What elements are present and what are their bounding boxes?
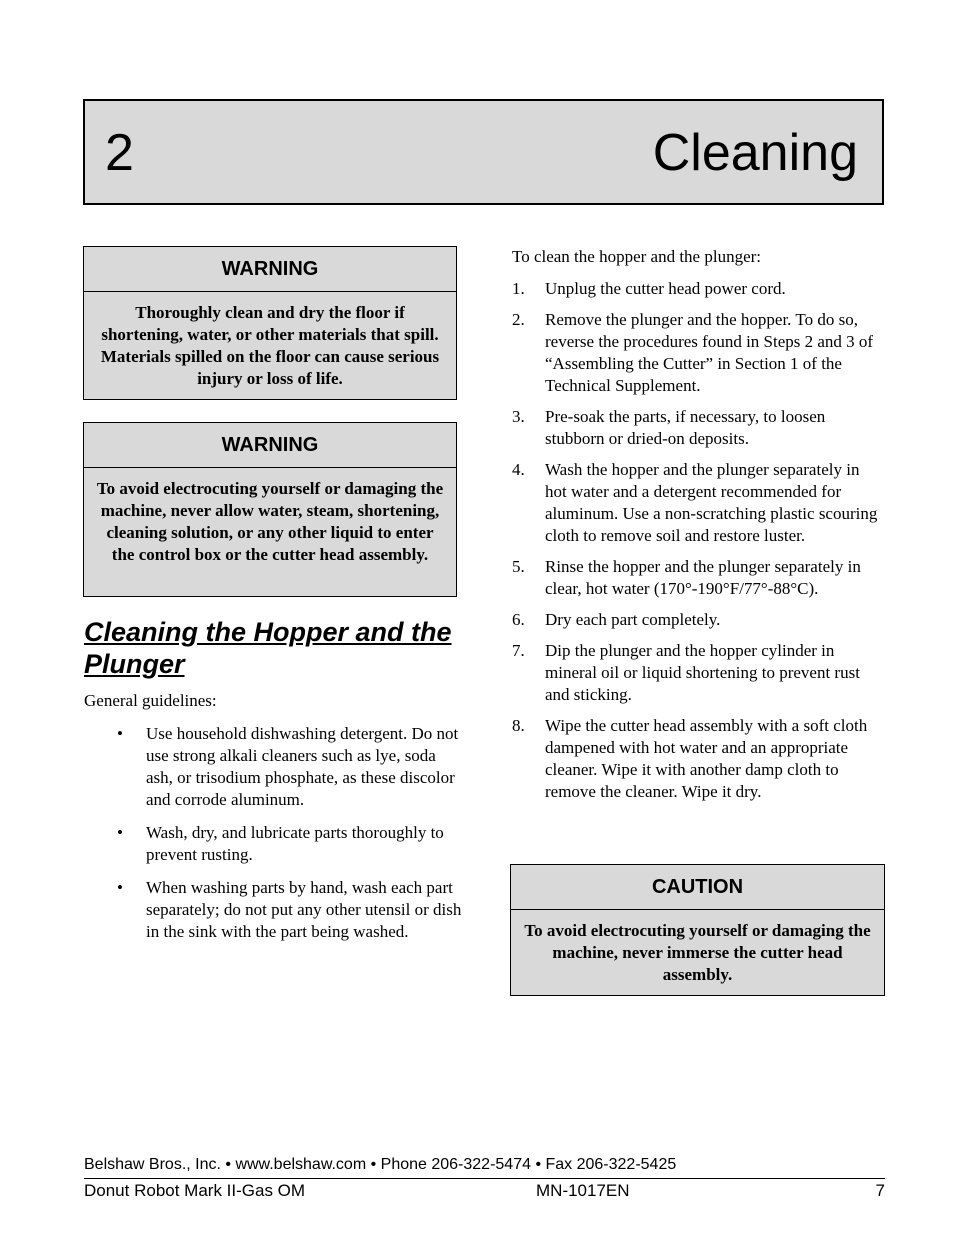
step-item xyxy=(512,556,882,600)
caution-text: To avoid electrocuting yourself or damaging the machine, never immerse the cutter head assembly. xyxy=(524,921,871,984)
step-text: Unplug the cutter head power cord. xyxy=(545,279,786,298)
list-item xyxy=(117,723,462,811)
list-item xyxy=(117,877,462,943)
warning-text: Thoroughly clean and dry the floor if shortening, water, or other materials that spill. Materials spilled on the floor can cause serious injury or loss of life. xyxy=(100,303,440,388)
step-number: 2. xyxy=(512,310,525,329)
section-heading: Cleaning the Hopper and the Plunger xyxy=(84,617,452,679)
step-number: 6. xyxy=(512,610,525,629)
caution-heading: CAUTION xyxy=(511,865,884,910)
warning-text: To avoid electrocuting yourself or damaging the machine, never allow water, steam, shortening, cleaning solution, or any other liquid to enter the control box or the cutter head assembly. xyxy=(96,479,444,564)
step-number: 4. xyxy=(512,460,525,479)
bullet-icon: • xyxy=(117,823,123,842)
step-item xyxy=(512,406,882,450)
step-text: Wipe the cutter head assembly with a soft cloth dampened with hot water and an appropriate cleaner. Wipe it with another damp cloth to remove the cleaner. Wipe it dry. xyxy=(545,716,868,801)
bullet-icon: • xyxy=(117,724,123,743)
caution-box xyxy=(510,864,885,996)
step-number: 8. xyxy=(512,716,525,735)
step-text: Rinse the hopper and the plunger separately in clear, hot water (170°-190°F/77°-88°C). xyxy=(545,557,861,598)
footer-doc-number: MN-1017EN xyxy=(536,1181,630,1200)
procedure-steps xyxy=(512,278,882,812)
chapter-number: 2 xyxy=(105,124,134,182)
step-item xyxy=(512,459,882,547)
procedure-intro: To clean the hopper and the plunger: xyxy=(512,247,761,266)
step-text: Wash the hopper and the plunger separately in hot water and a detergent recommended for aluminum. Use a non-scratching plastic scouring cloth to remove soil and restore luster. xyxy=(545,460,878,545)
step-text: Dry each part completely. xyxy=(545,610,721,629)
guidelines-list xyxy=(117,723,462,954)
step-number: 1. xyxy=(512,279,525,298)
step-text: Dip the plunger and the hopper cylinder in mineral oil or liquid shortening to prevent rust and sticking. xyxy=(545,641,860,704)
warning-box-floor xyxy=(83,246,457,400)
footer-divider xyxy=(84,1178,885,1179)
step-number: 3. xyxy=(512,407,525,426)
bullet-text: Use household dishwashing detergent. Do not use strong alkali cleaners such as lye, soda ash, or trisodium phosphate, as these discolor and corrode aluminum. xyxy=(146,724,459,809)
bullet-text: Wash, dry, and lubricate parts thoroughly to prevent rusting. xyxy=(146,823,444,864)
footer-contact: Belshaw Bros., Inc. • www.belshaw.com • Phone 206-322-5474 • Fax 206-322-5425 xyxy=(84,1156,677,1173)
warning-heading: WARNING xyxy=(84,247,456,292)
list-item xyxy=(117,822,462,866)
step-item xyxy=(512,609,882,631)
footer xyxy=(84,1180,885,1202)
step-item xyxy=(512,640,882,706)
guidelines-intro: General guidelines: xyxy=(84,691,217,710)
bullet-text: When washing parts by hand, wash each part separately; do not put any other utensil or dish in the sink with the part being washed. xyxy=(146,878,462,941)
step-number: 7. xyxy=(512,641,525,660)
step-item xyxy=(512,309,882,397)
chapter-title: Cleaning xyxy=(652,124,858,182)
warning-box-electrocution xyxy=(83,422,457,597)
page-number: 7 xyxy=(875,1181,885,1200)
chapter-header xyxy=(83,99,884,205)
footer-doc-title: Donut Robot Mark II-Gas OM xyxy=(84,1181,306,1200)
bullet-icon: • xyxy=(117,878,123,897)
step-item xyxy=(512,715,882,803)
step-item xyxy=(512,278,882,300)
step-text: Pre-soak the parts, if necessary, to loosen stubborn or dried-on deposits. xyxy=(545,407,826,448)
warning-heading: WARNING xyxy=(84,423,456,468)
step-number: 5. xyxy=(512,557,525,576)
step-text: Remove the plunger and the hopper. To do so, reverse the procedures found in Steps 2 and 3 of “Assembling the Cutter” in Section 1 of the Technical Supplement. xyxy=(545,310,874,395)
